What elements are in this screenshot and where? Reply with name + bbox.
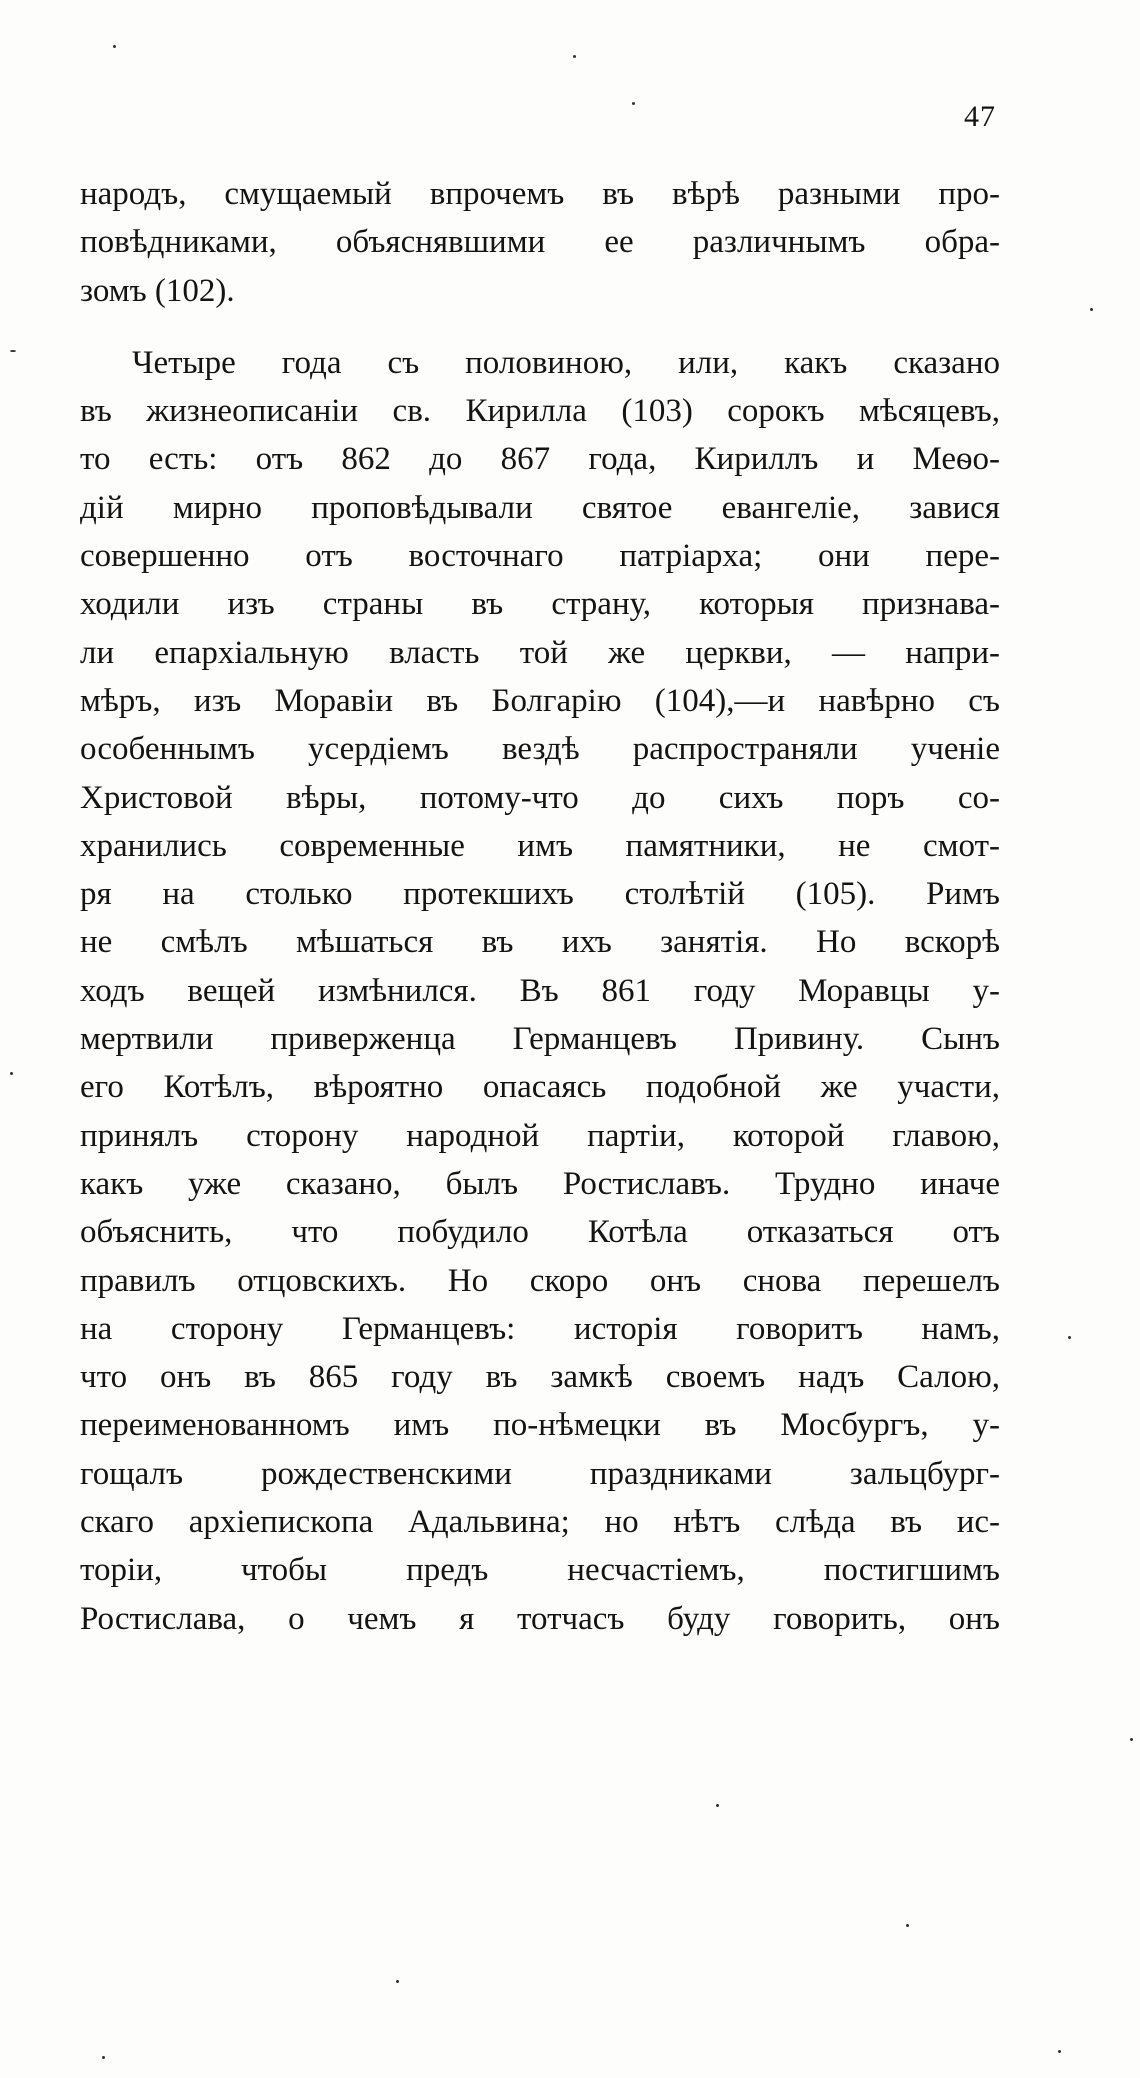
text-line: совершенно отъ восточнаго патріарха; они пере- [80,538,1000,575]
text-line: Четыре года съ половиною, или, какъ сказано [132,344,1000,381]
scan-speck [1058,2050,1061,2053]
scan-speck [1090,308,1093,311]
scan-speck [906,1924,909,1927]
scan-speck [1068,1336,1071,1339]
text-line: въ жизнеописаніи св. Кирилла (103) сорокъ мѣсяцевъ, [80,393,1000,430]
scan-speck [632,102,635,105]
scan-speck [573,55,576,58]
text-line: переименованномъ имъ по-нѣмецки въ Мосбургъ, у- [80,1407,1000,1444]
text-line: торіи, чтобы предъ несчастіемъ, постигшимъ [80,1552,1000,1589]
text-line: особеннымъ усердіемъ вездѣ распространяли ученіе [80,731,1000,768]
text-line: Христовой вѣры, потому-что до сихъ поръ со- [80,779,1000,816]
text-line: не смѣлъ мѣшаться въ ихъ занятія. Но вскорѣ [80,924,1000,961]
text-line: дій мирно проповѣдывали святое евангеліе, завися [80,489,1000,526]
text-line: мертвили приверженца Германцевъ Привину. Сынъ [80,1021,1000,1058]
text-line: ли епархіальную власть той же церкви, — напри- [80,634,1000,671]
text-line: его Котѣлъ, вѣроятно опасаясь подобной же участи, [80,1069,1000,1106]
text-line: на сторону Германцевъ: исторія говоритъ намъ, [80,1310,1000,1347]
text-line: мѣръ, изъ Моравіи въ Болгарію (104),—и навѣрно съ [80,682,1000,719]
text-line: народъ, смущаемый впрочемъ въ вѣрѣ разными про- [80,176,1000,212]
paragraph [80,170,1000,315]
text-line: то есть: отъ 862 до 867 года, Кириллъ и Меѳо- [80,441,1000,478]
text-line: ходили изъ страны въ страну, которыя признава- [80,586,1000,623]
scan-speck [113,45,116,48]
text-line: объяснить, что побудило Котѣла отказаться отъ [80,1214,1000,1251]
scan-speck [1130,1738,1133,1741]
text-line: какъ уже сказано, былъ Ростиславъ. Трудно иначе [80,1165,1000,1202]
text-line: повѣдниками, объяснявшими ее различнымъ обра- [80,224,1000,261]
text-line: что онъ въ 865 году въ замкѣ своемъ надъ Салою, [80,1359,1000,1396]
text-line: хранились современные имъ памятники, не смот- [80,827,1000,864]
text-line: правилъ отцовскихъ. Но скоро онъ снова перешелъ [80,1262,1000,1299]
text-line: Ростислава, о чемъ я тотчасъ буду говорить, онъ [80,1600,1000,1637]
text-line: ходъ вещей измѣнился. Въ 861 году Моравцы у- [80,972,1000,1009]
scan-speck [102,2056,105,2059]
text-line: гощалъ рождественскими праздниками зальцбург- [80,1455,1000,1492]
text-line: зомъ (102). [80,272,235,309]
scan-speck [716,1804,719,1807]
text-line: ря на столько протекшихъ столѣтій (105). Римъ [80,876,1000,913]
paragraph-gap [80,315,1000,339]
text-line: принялъ сторону народной партіи, которой главою, [80,1117,1000,1154]
paragraph [80,339,1000,1643]
scan-speck [10,1072,13,1075]
page-number: 47 [964,100,996,133]
scan-speck [10,350,16,352]
body-text [80,170,1000,1643]
text-line: скаго архіепископа Адальвина; но нѣтъ слѣда въ ис- [80,1504,1000,1541]
scan-speck [396,1980,399,1983]
